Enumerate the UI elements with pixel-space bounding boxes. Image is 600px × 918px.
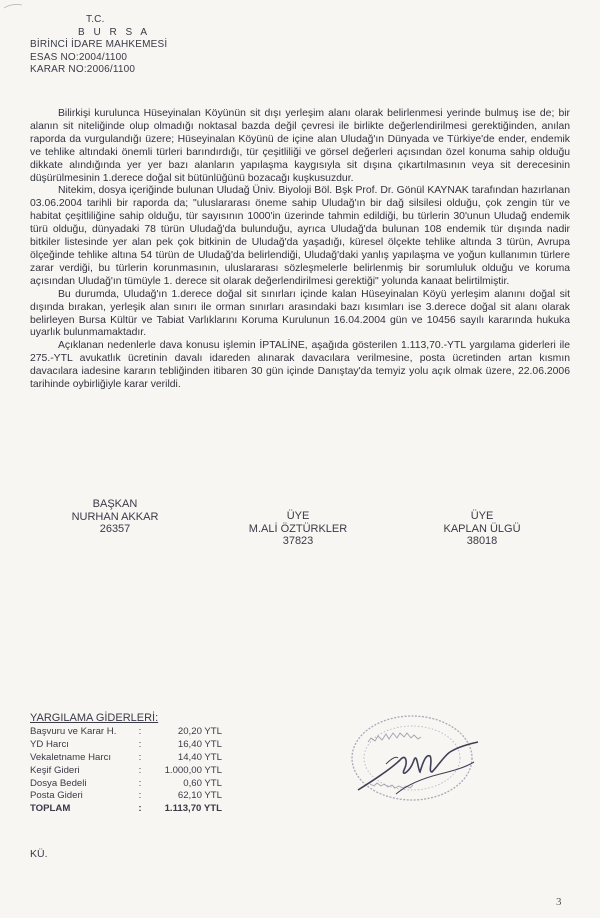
cost-sep: : (138, 725, 142, 737)
paragraph-3: Bu durumda, Uludağ'ın 1.derece doğal sit sınırları içinde kalan Hüseyinalan Köyü yerleşim alanını doğal sit dışında bırakan, yerleşik alan sınırı ile orman sınırları arasındaki bazı kısımları ise 3.derece doğal sit alanı olarak belirleyen Bursa Kültür ve Tabiat Varlıklarını Koruma Kurulunun 16.04.2004 gün ve 10456 sayılı kararında hukuka uyarlık bulunmamaktadır. (30, 288, 570, 339)
header-court: BİRİNCİ İDARE MAHKEMESİ (30, 39, 168, 50)
cost-amount: 62,10 YTL (177, 790, 222, 802)
cost-amount: 0,60 YTL (183, 777, 222, 789)
cost-sep: : (138, 751, 142, 763)
court-header (30, 14, 167, 77)
clerk-initials: KÜ. (30, 848, 48, 860)
signature-role: ÜYE (286, 510, 310, 522)
paragraph-4: Açıklanan nedenlerle dava konusu işlemin İPTALİNE, aşağıda gösterilen 1.113,70.-YTL yargılama giderleri ile 275.-YTL avukatlık ücretinin davalı idareden alınarak davacılara verilmesine, posta ücretinden artan kısmın davacılara iadesine kararın tebliğinden itibaren 30 gün içinde Danıştay'da temyiz yolu açık olmak üzere, 22.06.2006 tarihinde oybirliğiyle karar verildi. (30, 340, 570, 391)
costs-title: YARGILAMA GİDERLERİ: (30, 712, 159, 724)
cost-label: Vekaletname Harcı (30, 751, 112, 763)
cost-label: Dosya Bedeli (30, 777, 87, 789)
signature-name: KAPLAN ÜLGÜ (443, 522, 521, 535)
signature-member-1 (236, 510, 360, 548)
cost-sep: : (138, 790, 142, 802)
header-karar: KARAR NO:2006/1100 (30, 64, 136, 75)
decision-body (30, 108, 570, 392)
cost-amount: 14,40 YTL (177, 751, 222, 763)
signature-number: 37823 (282, 535, 314, 547)
cost-label: Keşif Gideri (30, 764, 80, 776)
cost-sep: : (138, 764, 142, 776)
signature-number: 26357 (99, 523, 131, 535)
total-amount: 1.113,70 YTL (164, 803, 222, 815)
table-row (30, 765, 225, 778)
table-row (30, 778, 225, 791)
signature-chair (60, 498, 170, 536)
signature-role: ÜYE (470, 510, 494, 522)
costs-section (30, 712, 225, 816)
signature-name: M.ALİ ÖZTÜRKLER (248, 522, 348, 535)
paragraph-2: Nitekim, dosya içeriğinde bulunan Uludağ Üniv. Biyoloji Böl. Bşk Prof. Dr. Gönül KAYNAK tarafından hazırlanan 03.06.2004 tarihli bir raporda da; "uluslararası öneme sahip Uludağ'ın bir dağ silsilesi olduğu, çok zengin tür ve habitat çeşitliliğine sahip olduğu, tür sayısının 1000'in üzerinde tahmin edildiği, bu türlerin 30'unun Uludağ endemik türü olduğu, dünyadaki 78 türün Uludağ'da bulunduğu, ayrıca Uludağ'da bulunan 108 endemik tür dışında nadir bitkiler listesinde yer alan pek çok bitkinin de Uludağ'da yaşadığı, küresel ölçekte tehlike altında 3 türün, Avrupa ölçeğinde tehlike altına 54 türün de Uludağ'da belirlendiği, Uludağ'daki yanlış yapılaşma ve yoğun kullanımın türlere zarar verdiği, bu türlerin korunmasının, uluslararası sözleşmelerle belirlenmiş bir sorumluluk olduğu ve koruma açısından Uludağ'ın tümüyle 1. derece sit olarak değerlendirilmesi gerektiği" yolunda kanaat belirtilmiştir. (30, 185, 570, 287)
court-stamp-with-signature (340, 702, 490, 814)
header-city: B U R S A (78, 26, 151, 38)
cost-label: YD Harcı (30, 738, 69, 750)
cost-label: Başvuru ve Karar H. (30, 725, 117, 737)
cost-sep: : (138, 777, 142, 789)
cost-amount: 16,40 YTL (177, 738, 222, 750)
cost-label: Posta Gideri (30, 790, 83, 802)
table-row (30, 752, 225, 765)
total-row (30, 803, 225, 816)
costs-table (30, 726, 225, 816)
table-row (30, 790, 225, 803)
signature-name: NURHAN AKKAR (71, 510, 159, 523)
table-row (30, 739, 225, 752)
table-row (30, 726, 225, 739)
signature-member-2 (430, 510, 534, 548)
signature-number: 38018 (466, 535, 498, 547)
cost-amount: 1.000,00 YTL (164, 764, 222, 776)
signature-role: BAŞKAN (92, 498, 138, 510)
total-label: TOPLAM (30, 803, 71, 815)
total-sep: : (138, 803, 142, 815)
paragraph-1: Bilirkişi kurulunca Hüseyinalan Köyünün sit dışı yerleşim alanı olarak belirlenmesi yerinde bulmuş ise de; bir alanın sit niteliğinde olup olmadığı noktasal bazda değil çevresi ile birlikte değerlendirilmesi gerektiğinden, anılan raporda da vurgulandığı üzere; Hüseyinalan Köyünü de içine alan Uludağ'ın Dünyada ve Türkiye'de ender, endemik ve tehlike altındaki önemli türleri barındırdığı, tür çeşitliliği ve görsel değerleri açısından özel konuma sahip olduğu dikkate alındığında yer yer bazı alanların yapılaşma kaygısıyla sit dışına çıkartılmasının veya sit derecesinin düşürülmesinin 1.derece doğal sit bütünlüğünü bozacağı kuşkusuzdur. (30, 108, 570, 184)
cost-amount: 20,20 YTL (177, 725, 222, 737)
cost-sep: : (138, 738, 142, 750)
header-tc: T.C. (86, 14, 105, 25)
page-number: 3 (556, 896, 562, 908)
header-esas: ESAS NO:2004/1100 (30, 51, 128, 63)
